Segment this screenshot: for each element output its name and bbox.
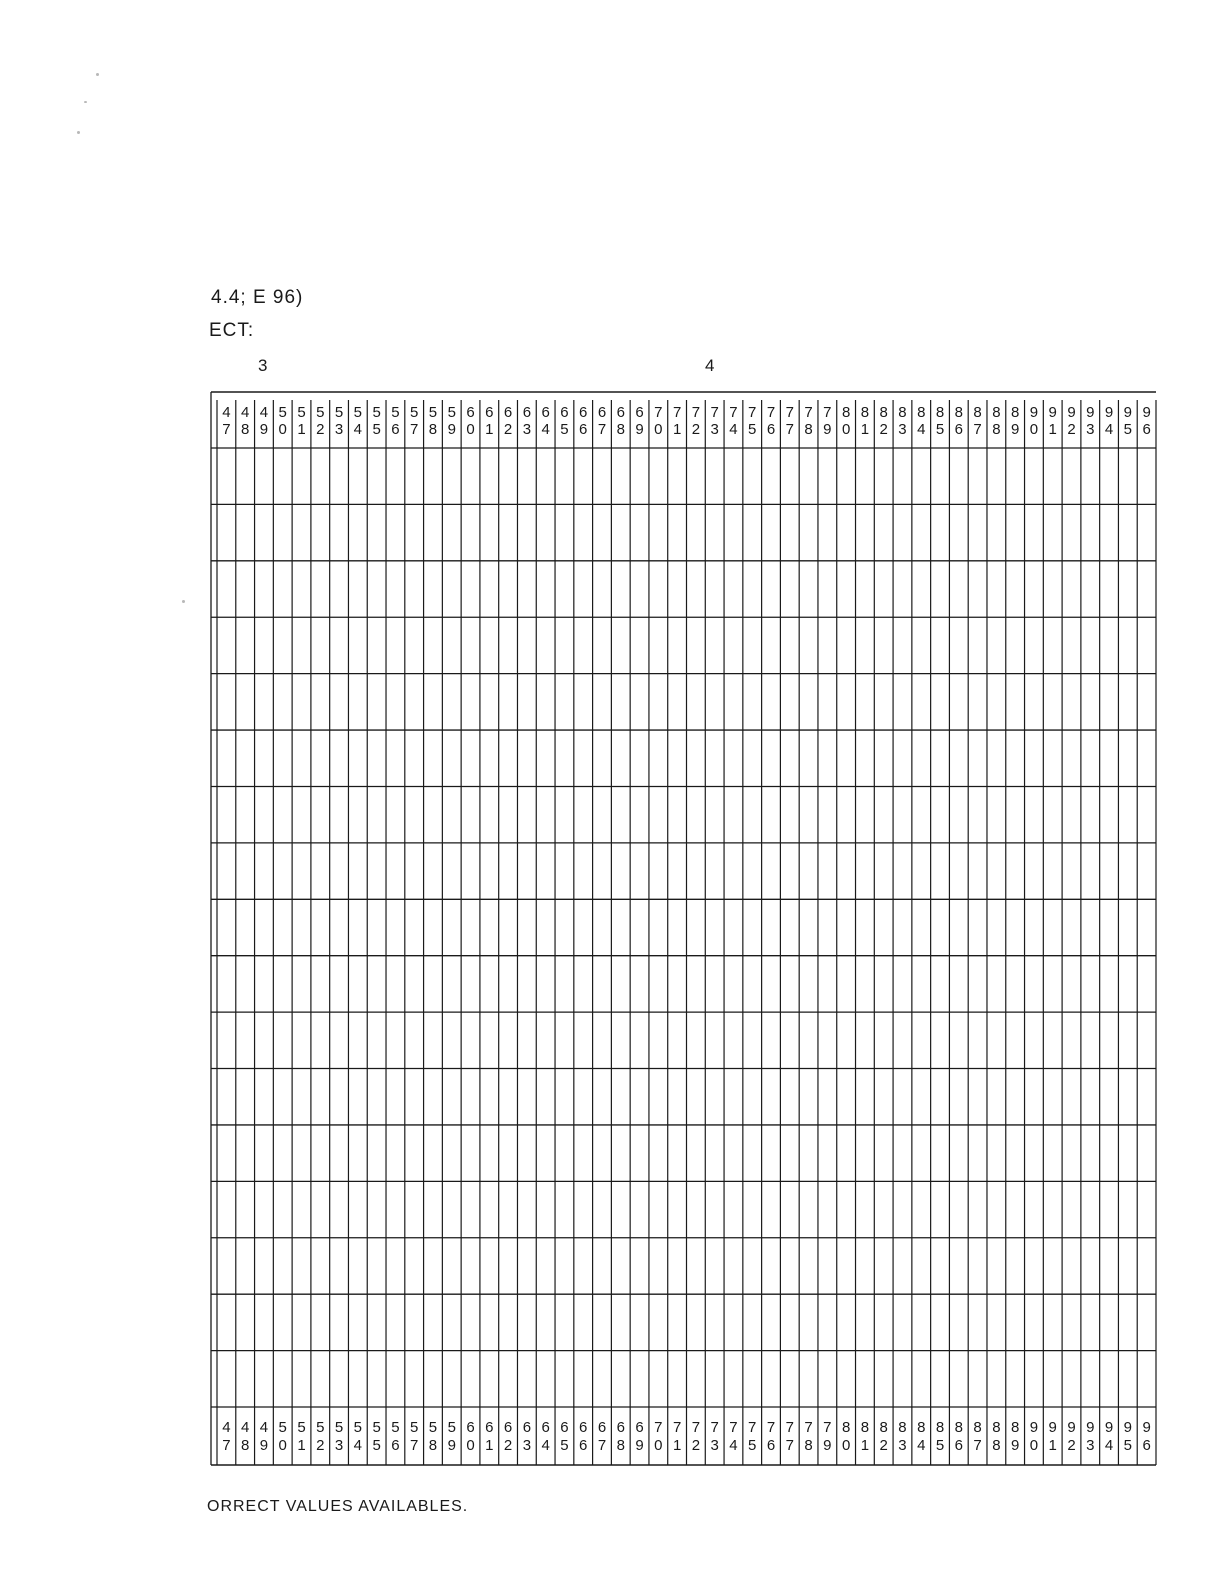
header-line-2: ECT: <box>209 320 255 341</box>
column-label-bottom-tens: 9 <box>1086 1419 1095 1436</box>
column-label-top-tens: 9 <box>1029 404 1039 421</box>
column-label-bottom-tens: 5 <box>391 1419 400 1436</box>
column-label-top-units: 1 <box>1048 421 1057 438</box>
column-label-top-tens: 7 <box>766 404 776 421</box>
column-label-top-tens: 7 <box>691 404 701 421</box>
column-label-bottom-units: 6 <box>391 1437 400 1454</box>
column-label-top-units: 9 <box>447 421 456 438</box>
column-label-top-units: 6 <box>391 421 400 438</box>
column-label-top-units: 0 <box>654 421 663 438</box>
column-label-bottom-units: 7 <box>410 1437 419 1454</box>
column-label-top-units: 3 <box>898 421 907 438</box>
column-label-bottom-units: 2 <box>691 1437 701 1454</box>
column-label-top-units: 3 <box>1086 421 1095 438</box>
column-label-top-tens: 9 <box>1104 404 1114 421</box>
column-label-bottom-tens: 6 <box>503 1419 513 1436</box>
column-label-bottom-tens: 5 <box>297 1419 306 1436</box>
column-label-bottom-tens: 7 <box>691 1419 701 1436</box>
column-label-bottom-units: 1 <box>485 1437 494 1454</box>
column-label-top-units: 3 <box>334 421 344 438</box>
column-label-bottom-units: 8 <box>804 1437 813 1454</box>
column-label-bottom-tens: 5 <box>316 1419 325 1436</box>
column-label-bottom-units: 8 <box>428 1437 438 1454</box>
column-label-bottom-units: 5 <box>748 1437 757 1454</box>
column-label-bottom-units: 9 <box>635 1437 644 1454</box>
column-label-bottom-units: 5 <box>560 1437 569 1454</box>
column-label-bottom-units: 8 <box>616 1437 625 1454</box>
column-label-top-tens: 8 <box>898 404 907 421</box>
column-label-bottom-units: 7 <box>597 1437 607 1454</box>
column-label-bottom-units: 4 <box>729 1437 738 1454</box>
column-label-top-units: 4 <box>1104 421 1114 438</box>
column-label-top-units: 9 <box>823 421 832 438</box>
column-label-top-tens: 5 <box>353 404 363 421</box>
column-label-bottom-units: 3 <box>710 1437 719 1454</box>
column-label-top-tens: 7 <box>823 404 832 421</box>
column-label-top-tens: 8 <box>992 404 1001 421</box>
column-label-top-units: 2 <box>691 421 701 438</box>
column-label-bottom-units: 0 <box>1029 1437 1039 1454</box>
column-label-top-tens: 5 <box>278 404 287 421</box>
column-label-top-tens: 9 <box>1142 404 1151 421</box>
column-label-bottom-units: 9 <box>447 1437 456 1454</box>
column-label-top-tens: 6 <box>466 404 475 421</box>
column-label-bottom-units: 0 <box>654 1437 663 1454</box>
column-label-top-units: 8 <box>240 421 250 438</box>
column-label-top-units: 6 <box>954 421 963 438</box>
column-label-top-units: 1 <box>485 421 494 438</box>
column-label-top-tens: 5 <box>410 404 419 421</box>
column-label-bottom-units: 9 <box>823 1437 832 1454</box>
column-label-bottom-tens: 8 <box>1010 1419 1020 1436</box>
scan-speck <box>84 101 87 103</box>
column-label-top-units: 9 <box>1010 421 1020 438</box>
scan-speck <box>77 131 80 134</box>
column-label-top-tens: 8 <box>860 404 870 421</box>
column-label-top-units: 6 <box>1142 421 1151 438</box>
column-label-bottom-units: 1 <box>297 1437 306 1454</box>
column-label-bottom-tens: 6 <box>541 1419 550 1436</box>
column-label-bottom-tens: 9 <box>1029 1419 1039 1436</box>
column-label-top-units: 5 <box>372 421 381 438</box>
column-label-bottom-units: 1 <box>860 1437 870 1454</box>
column-label-top-units: 5 <box>560 421 569 438</box>
footer-note: ORRECT VALUES AVAILABLES. <box>207 1498 469 1515</box>
column-label-top-tens: 8 <box>917 404 926 421</box>
column-label-top-tens: 7 <box>672 404 682 421</box>
column-label-top-units: 9 <box>635 421 644 438</box>
column-label-bottom-tens: 8 <box>992 1419 1001 1436</box>
column-label-bottom-tens: 4 <box>240 1419 250 1436</box>
column-label-top-units: 4 <box>729 421 738 438</box>
column-label-top-units: 5 <box>935 421 945 438</box>
column-label-bottom-units: 8 <box>240 1437 250 1454</box>
column-label-top-units: 2 <box>1067 421 1076 438</box>
column-label-top-units: 1 <box>860 421 870 438</box>
column-label-top-units: 0 <box>466 421 475 438</box>
column-label-top-units: 3 <box>710 421 719 438</box>
column-label-top-units: 4 <box>917 421 926 438</box>
column-label-top-tens: 8 <box>935 404 945 421</box>
column-label-top-tens: 4 <box>259 404 269 421</box>
column-label-top-tens: 8 <box>954 404 963 421</box>
column-label-bottom-tens: 5 <box>334 1419 344 1436</box>
column-label-top-tens: 6 <box>597 404 607 421</box>
column-label-bottom-tens: 6 <box>597 1419 607 1436</box>
column-label-bottom-tens: 7 <box>785 1419 794 1436</box>
column-label-top-tens: 7 <box>654 404 663 421</box>
column-label-top-tens: 5 <box>316 404 325 421</box>
column-label-top-tens: 5 <box>297 404 306 421</box>
column-label-top-units: 7 <box>410 421 419 438</box>
column-label-top-tens: 6 <box>579 404 588 421</box>
column-label-bottom-units: 6 <box>766 1437 776 1454</box>
column-label-bottom-tens: 5 <box>447 1419 456 1436</box>
column-label-top-units: 6 <box>766 421 776 438</box>
column-label-top-units: 8 <box>992 421 1001 438</box>
column-label-bottom-tens: 9 <box>1123 1419 1133 1436</box>
column-label-bottom-units: 5 <box>1123 1437 1133 1454</box>
column-label-top-tens: 9 <box>1123 404 1133 421</box>
header-line-1: 4.4; E 96) <box>211 287 304 308</box>
column-label-bottom-units: 2 <box>1067 1437 1076 1454</box>
column-label-top-tens: 5 <box>372 404 381 421</box>
column-label-bottom-tens: 4 <box>259 1419 269 1436</box>
column-label-bottom-units: 3 <box>522 1437 532 1454</box>
column-label-bottom-units: 4 <box>541 1437 550 1454</box>
column-label-top-units: 5 <box>1123 421 1133 438</box>
column-label-bottom-tens: 5 <box>353 1419 363 1436</box>
column-label-top-tens: 9 <box>1067 404 1076 421</box>
column-label-bottom-tens: 5 <box>428 1419 438 1436</box>
column-label-top-tens: 9 <box>1086 404 1095 421</box>
column-label-bottom-tens: 6 <box>635 1419 644 1436</box>
column-label-bottom-units: 3 <box>334 1437 344 1454</box>
column-label-top-tens: 5 <box>334 404 344 421</box>
column-label-top-tens: 7 <box>804 404 813 421</box>
column-label-top-units: 8 <box>616 421 625 438</box>
column-label-top-tens: 5 <box>391 404 400 421</box>
column-label-top-units: 9 <box>259 421 269 438</box>
column-label-bottom-tens: 5 <box>278 1419 287 1436</box>
column-label-bottom-units: 4 <box>917 1437 926 1454</box>
column-label-top-tens: 8 <box>973 404 982 421</box>
column-label-bottom-units: 9 <box>259 1437 269 1454</box>
column-label-bottom-tens: 7 <box>823 1419 832 1436</box>
column-label-top-tens: 7 <box>748 404 757 421</box>
column-label-bottom-tens: 5 <box>372 1419 381 1436</box>
column-label-bottom-units: 5 <box>372 1437 381 1454</box>
column-label-bottom-units: 7 <box>973 1437 982 1454</box>
column-label-bottom-units: 4 <box>1104 1437 1114 1454</box>
column-label-top-tens: 6 <box>616 404 625 421</box>
column-label-top-units: 8 <box>428 421 438 438</box>
column-label-bottom-tens: 7 <box>672 1419 682 1436</box>
column-label-bottom-tens: 7 <box>729 1419 738 1436</box>
column-label-bottom-tens: 8 <box>879 1419 888 1436</box>
column-label-bottom-tens: 8 <box>935 1419 945 1436</box>
column-label-top-units: 1 <box>297 421 306 438</box>
column-label-bottom-units: 0 <box>278 1437 287 1454</box>
column-label-bottom-tens: 7 <box>804 1419 813 1436</box>
column-label-bottom-units: 1 <box>1048 1437 1057 1454</box>
column-label-top-tens: 6 <box>635 404 644 421</box>
column-label-bottom-units: 6 <box>579 1437 588 1454</box>
column-label-bottom-tens: 9 <box>1142 1419 1151 1436</box>
column-label-bottom-tens: 6 <box>579 1419 588 1436</box>
column-label-bottom-units: 6 <box>954 1437 963 1454</box>
column-label-bottom-units: 0 <box>841 1437 851 1454</box>
column-label-top-units: 8 <box>804 421 813 438</box>
column-label-bottom-units: 2 <box>503 1437 513 1454</box>
column-label-top-tens: 8 <box>879 404 888 421</box>
column-label-bottom-units: 4 <box>353 1437 363 1454</box>
field-marker-3: 3 <box>258 356 268 375</box>
column-label-top-units: 2 <box>316 421 325 438</box>
column-label-bottom-tens: 7 <box>710 1419 719 1436</box>
column-label-bottom-tens: 7 <box>766 1419 776 1436</box>
column-label-bottom-units: 9 <box>1010 1437 1020 1454</box>
column-label-top-tens: 4 <box>222 404 231 421</box>
column-label-bottom-units: 1 <box>672 1437 682 1454</box>
column-label-bottom-units: 2 <box>316 1437 325 1454</box>
column-label-top-units: 1 <box>672 421 682 438</box>
column-label-bottom-units: 6 <box>1142 1437 1151 1454</box>
column-label-bottom-tens: 9 <box>1104 1419 1114 1436</box>
column-label-bottom-units: 2 <box>879 1437 888 1454</box>
column-label-top-units: 4 <box>541 421 550 438</box>
column-label-top-tens: 4 <box>240 404 250 421</box>
column-label-top-tens: 6 <box>541 404 550 421</box>
column-label-bottom-tens: 6 <box>616 1419 625 1436</box>
column-label-bottom-units: 7 <box>222 1437 231 1454</box>
column-label-bottom-units: 8 <box>992 1437 1001 1454</box>
column-label-top-units: 0 <box>841 421 851 438</box>
column-label-bottom-tens: 4 <box>222 1419 231 1436</box>
column-label-bottom-tens: 8 <box>973 1419 982 1436</box>
column-label-bottom-tens: 8 <box>841 1419 851 1436</box>
column-label-top-tens: 6 <box>522 404 532 421</box>
column-label-bottom-tens: 8 <box>898 1419 907 1436</box>
column-label-top-tens: 5 <box>428 404 438 421</box>
scan-speck <box>96 73 99 76</box>
column-label-top-units: 0 <box>1029 421 1039 438</box>
column-label-bottom-units: 0 <box>466 1437 475 1454</box>
column-label-bottom-tens: 6 <box>560 1419 569 1436</box>
column-label-top-tens: 7 <box>785 404 794 421</box>
column-label-top-tens: 7 <box>710 404 719 421</box>
column-label-bottom-tens: 5 <box>410 1419 419 1436</box>
column-label-bottom-tens: 7 <box>654 1419 663 1436</box>
column-label-top-units: 7 <box>222 421 231 438</box>
column-label-bottom-tens: 6 <box>522 1419 532 1436</box>
column-label-bottom-tens: 9 <box>1067 1419 1076 1436</box>
column-label-bottom-units: 5 <box>935 1437 945 1454</box>
column-label-bottom-tens: 8 <box>954 1419 963 1436</box>
column-label-bottom-units: 7 <box>785 1437 794 1454</box>
column-label-top-tens: 6 <box>485 404 494 421</box>
column-label-bottom-tens: 9 <box>1048 1419 1057 1436</box>
column-label-top-units: 7 <box>973 421 982 438</box>
column-label-top-tens: 6 <box>560 404 569 421</box>
column-label-bottom-tens: 6 <box>485 1419 494 1436</box>
column-label-top-units: 3 <box>522 421 532 438</box>
column-label-top-tens: 5 <box>447 404 456 421</box>
column-label-bottom-tens: 8 <box>917 1419 926 1436</box>
column-label-top-units: 2 <box>879 421 888 438</box>
column-label-bottom-tens: 7 <box>748 1419 757 1436</box>
column-label-top-tens: 8 <box>1010 404 1020 421</box>
column-label-top-units: 6 <box>579 421 588 438</box>
column-label-bottom-tens: 8 <box>860 1419 870 1436</box>
column-label-bottom-tens: 6 <box>466 1419 475 1436</box>
column-label-top-units: 7 <box>785 421 794 438</box>
column-label-top-units: 5 <box>748 421 757 438</box>
column-label-top-tens: 8 <box>841 404 851 421</box>
column-label-top-units: 2 <box>503 421 513 438</box>
column-label-top-tens: 6 <box>503 404 513 421</box>
column-label-bottom-units: 3 <box>898 1437 907 1454</box>
column-label-top-units: 7 <box>597 421 607 438</box>
column-label-top-units: 0 <box>278 421 287 438</box>
column-label-top-tens: 9 <box>1048 404 1057 421</box>
column-label-bottom-units: 3 <box>1086 1437 1095 1454</box>
column-label-top-units: 4 <box>353 421 363 438</box>
scan-speck <box>182 600 185 603</box>
column-label-top-tens: 7 <box>729 404 738 421</box>
field-marker-4: 4 <box>705 356 715 375</box>
